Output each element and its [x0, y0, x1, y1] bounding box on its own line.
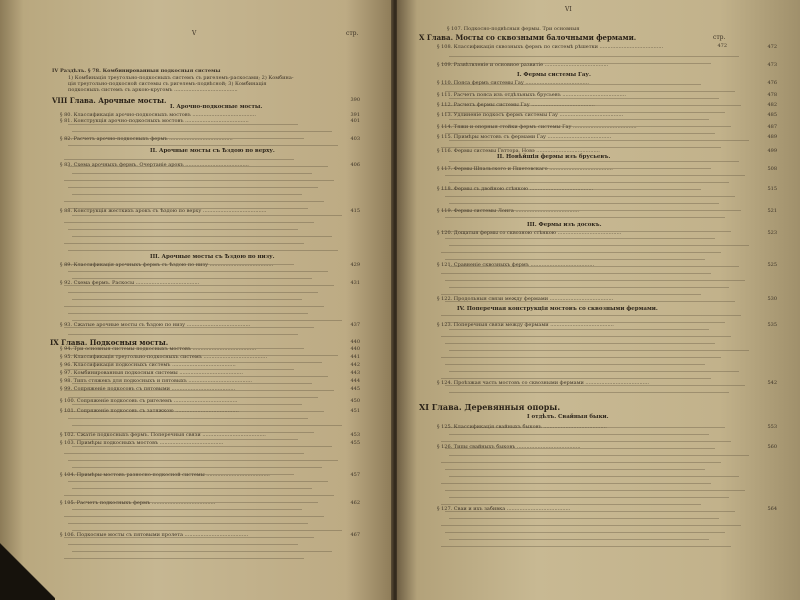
toc-entry-text: § 100. Сопряженіе подкосовъ съ ригелемъ ........................................	[60, 398, 238, 404]
print-line	[68, 439, 298, 440]
subsection-title: II. Новѣйшія фермы изъ брусьевъ.	[497, 154, 611, 160]
page-header-str: стр.	[713, 34, 726, 41]
print-line	[68, 481, 328, 482]
print-line	[72, 131, 332, 132]
toc-entry-text: § 114. Тяжи и опорныя стойки фермъ системы Гау ........................................	[437, 124, 637, 130]
top-section: IV Раздѣлъ. § 78. Комбинированныя подкосныя системы	[52, 68, 221, 74]
toc-entry-page: 443	[350, 370, 360, 376]
print-line	[72, 236, 332, 237]
toc-entry	[437, 44, 777, 50]
toc-entry-page: 450	[350, 398, 360, 404]
right-page	[397, 0, 800, 600]
toc-entry-page: 553	[767, 424, 777, 430]
toc-entry-page: 499	[767, 148, 777, 154]
toc-entry-page: 455	[350, 440, 360, 446]
print-line	[68, 376, 328, 377]
toc-entry-page: 482	[767, 102, 777, 108]
print-line	[449, 539, 709, 540]
print-line	[445, 91, 735, 92]
print-line	[449, 203, 719, 204]
toc-entry-text: § 112. Расчетъ фермы системы Гау ........................................	[437, 102, 595, 108]
print-line	[64, 180, 334, 181]
toc-entry-text: § 104. Примѣры мостовъ разносно-подкосной системы ........................................	[60, 472, 270, 478]
print-line	[72, 194, 302, 195]
toc-entry-page: 440	[350, 346, 360, 352]
print-line	[68, 145, 338, 146]
toc-entry-text: § 98. Типъ стяжекъ для подкосныхъ и пятовыхъ ........................................	[60, 378, 252, 384]
toc-entry-text: § 96. Классификація подкосныхъ системъ ........................................	[60, 362, 236, 368]
print-line	[68, 418, 308, 419]
toc-entry-page: 487	[767, 124, 777, 130]
toc-entry	[437, 262, 777, 268]
print-line	[64, 159, 294, 160]
print-line	[445, 238, 715, 239]
toc-entry	[60, 472, 360, 478]
print-line	[445, 427, 725, 428]
print-line	[445, 259, 705, 260]
subsection-title: I. Арочно-подкосные мосты.	[170, 104, 263, 110]
print-line	[449, 455, 749, 456]
print-line	[445, 343, 715, 344]
toc-entry-page: 457	[350, 472, 360, 478]
print-line	[441, 546, 731, 547]
subsection-title: IV. Поперечная конструкція мостовъ со сквозными фермами.	[457, 306, 658, 312]
toc-entry-page: 476	[767, 80, 777, 86]
print-line	[445, 532, 725, 533]
print-line	[68, 334, 298, 335]
print-line	[449, 56, 739, 57]
print-line	[68, 271, 328, 272]
subsection-title: I. Фермы системы Гау.	[517, 72, 591, 78]
print-line	[64, 453, 304, 454]
toc-entry-text: § 120. Дощатыя фермы со сквозною стѣнкою ........................................	[437, 230, 622, 236]
print-line	[449, 287, 729, 288]
toc-entry-page: 535	[767, 322, 777, 328]
print-line	[72, 551, 332, 552]
page-header-str: стр.	[346, 30, 359, 37]
toc-entry-text: § 116. Фермы системы Гвттора, Новэ ........................................	[437, 148, 600, 154]
print-line	[441, 168, 711, 169]
toc-entry	[437, 166, 777, 172]
print-line	[72, 278, 312, 279]
toc-entry-page: 391	[350, 112, 360, 118]
print-line	[445, 301, 735, 302]
print-line	[72, 362, 322, 363]
toc-entry	[437, 444, 777, 450]
print-line	[449, 497, 729, 498]
toc-entry-text: § 117. Фермы Шпальского и Пшетовскаго ........................................	[437, 166, 613, 172]
print-line	[441, 273, 711, 274]
chapter-page: 390	[350, 97, 360, 103]
toc-entry-page: 403	[350, 136, 360, 142]
toc-entry-page: 473	[767, 62, 777, 68]
chapter-title: VIII Глава. Арочные мосты.	[52, 96, 167, 105]
print-line	[64, 264, 294, 265]
toc-entry-text: § 81. Конструкція арочно-подкосныхъ мостовъ ........................................	[60, 118, 249, 124]
print-line	[64, 495, 334, 496]
print-line	[445, 385, 745, 386]
print-line	[445, 490, 745, 491]
toc-entry-text: § 82. Расчетъ арочно-подкосныхъ фермъ ........................................	[60, 136, 233, 142]
toc-entry-text: § 122. Продольныя связи между фермами ........................................	[437, 296, 614, 302]
print-line	[64, 411, 324, 412]
print-line	[445, 448, 715, 449]
print-line	[72, 173, 312, 174]
print-line	[68, 124, 298, 125]
toc-entry-text: § 126. Типы свайныхъ быковъ ........................................	[437, 444, 581, 450]
print-line	[441, 357, 721, 358]
print-line	[64, 390, 334, 391]
print-line	[449, 161, 739, 162]
toc-entry-text: § 88. Конструкція жесткихъ арокъ съ Ѣздою по верху ........................................	[60, 208, 267, 214]
toc-entry-page: 442	[350, 362, 360, 368]
toc-entry-text: § 118. Фермы съ двойною стѣнкою ........................................	[437, 186, 594, 192]
toc-entry-page: 515	[767, 186, 777, 192]
toc-entry-page: 453	[350, 432, 360, 438]
print-line	[64, 369, 294, 370]
print-line	[441, 231, 731, 232]
toc-entry-page: 415	[350, 208, 360, 214]
toc-entry-text: § 106. Подкосные мосты съ пятовыми пролета ........................................	[60, 532, 249, 538]
toc-entry-page: 444	[350, 378, 360, 384]
toc-entry-text: § 99. Сопряженіе подкосовъ съ пятовыми ........................................	[60, 386, 236, 392]
print-line	[445, 217, 725, 218]
toc-entry	[437, 208, 777, 214]
top-entry: § 107. Подкосно-подвѣсныя фермы. Три основныя	[447, 26, 580, 32]
print-line	[64, 327, 314, 328]
print-line	[445, 112, 725, 113]
print-line	[72, 215, 342, 216]
toc-entry-page: 478	[767, 92, 777, 98]
print-line	[72, 425, 342, 426]
toc-entry-text: § 109. Развѣтвленіе и основное развитіе ........................................	[437, 62, 609, 68]
toc-entry	[437, 80, 777, 86]
print-line	[72, 383, 312, 384]
toc-entry-page: 429	[350, 262, 360, 268]
toc-entry-page: 523	[767, 230, 777, 236]
toc-entry-text: § 105. Расчетъ подкосныхъ фермъ ........................................	[60, 500, 216, 506]
print-line	[449, 329, 709, 330]
print-line	[449, 350, 749, 351]
print-line	[445, 469, 705, 470]
toc-entry-text: § 95. Классификація треугольно-подкосныхъ системъ ........................................	[60, 354, 268, 360]
toc-entry-text: § 101. Сопряженіе подкосовъ съ затяжкою ........................................	[60, 408, 239, 414]
print-line	[449, 476, 739, 477]
print-line	[64, 558, 304, 559]
print-line	[449, 140, 749, 141]
print-line	[72, 446, 332, 447]
toc-entry-page: 472	[767, 44, 777, 50]
print-line	[72, 404, 302, 405]
toc-entry-text: § 119. Фермы системы Лонга ........................................	[437, 208, 579, 214]
toc-entry-text: § 97. Комбинированныя подкосныя системы ........................................	[60, 370, 243, 376]
toc-entry-page: 530	[767, 296, 777, 302]
print-line	[441, 525, 741, 526]
toc-entry-page: 462	[350, 500, 360, 506]
print-line	[441, 63, 711, 64]
print-line	[68, 397, 318, 398]
print-line	[68, 250, 338, 251]
print-line	[445, 364, 705, 365]
toc-entry-text: § 89. Классификація арочныхъ фермъ съ Ѣздою по низу ........................................	[60, 262, 274, 268]
print-line	[445, 133, 715, 134]
print-line	[72, 467, 322, 468]
chapter-title: IX Глава. Подкосныя мосты.	[50, 338, 169, 347]
print-line	[449, 98, 719, 99]
print-line	[68, 187, 318, 188]
print-line	[72, 299, 302, 300]
toc-entry-text: § 80. Классификація арочно-подкосныхъ мостовъ ........................................	[60, 112, 256, 118]
print-line	[441, 441, 731, 442]
toc-entry	[60, 262, 360, 268]
page-number-left: V	[192, 30, 197, 37]
print-line	[449, 371, 739, 372]
toc-entry	[60, 136, 360, 142]
print-line	[441, 504, 701, 505]
print-line	[68, 313, 308, 314]
toc-entry	[60, 346, 360, 352]
print-line	[64, 516, 324, 517]
print-line	[441, 105, 741, 106]
toc-entry-page: 437	[350, 322, 360, 328]
print-line	[64, 138, 304, 139]
print-line	[441, 483, 711, 484]
print-line	[68, 523, 308, 524]
print-line	[68, 355, 338, 356]
print-line	[449, 518, 719, 519]
toc-entry	[60, 162, 360, 168]
toc-entry-text: § 92. Схема фермъ. Раскосы ........................................	[60, 280, 200, 286]
toc-entry-page: 441	[350, 354, 360, 360]
chapter-title: XI Глава. Деревянныя опоры.	[419, 402, 561, 412]
print-line	[68, 166, 328, 167]
print-line	[68, 460, 338, 461]
toc-entry-page: 445	[350, 386, 360, 392]
toc-entry-text: § 102. Сжатіе подкосныхъ фермъ. Поперечныя связи ........................................	[60, 432, 266, 438]
print-line	[445, 175, 745, 176]
toc-entry-text: § 103. Примѣры подкосныхъ мостовъ ........................................	[60, 440, 224, 446]
toc-entry-text: § 83. Схема арочныхъ фермъ. Очертаніе арокъ ........................................	[60, 162, 249, 168]
chapter-page: 472	[717, 43, 727, 49]
subsection-title: II. Арочные мосты съ Ѣздою по верху.	[150, 148, 275, 154]
print-line	[441, 252, 721, 253]
print-line	[449, 119, 709, 120]
print-line	[449, 434, 709, 435]
toc-entry-page: 406	[350, 162, 360, 168]
toc-entry-text: § 110. Пояса фермъ системы Гау ........................................	[437, 80, 589, 86]
print-line	[441, 462, 721, 463]
toc-entry	[60, 386, 360, 392]
print-line	[441, 315, 741, 316]
toc-entry-page: 521	[767, 208, 777, 214]
print-line	[445, 196, 735, 197]
print-line	[68, 229, 298, 230]
toc-entry-text: § 94. Три основныя системы подкосныхъ мостовъ ........................................	[60, 346, 257, 352]
print-line	[64, 474, 294, 475]
print-line	[64, 537, 314, 538]
toc-entry-text: § 125. Классификація свайныхъ быковъ ........................................	[437, 424, 607, 430]
toc-entry-text: § 123. Поперечныя связи между фермами ........................................	[437, 322, 614, 328]
print-line	[449, 266, 739, 267]
toc-entry	[60, 500, 360, 506]
print-line	[449, 245, 749, 246]
print-line	[64, 243, 304, 244]
toc-entry-page: 401	[350, 118, 360, 124]
print-line	[445, 280, 745, 281]
print-line	[68, 292, 318, 293]
print-line	[441, 210, 741, 211]
print-line	[441, 378, 711, 379]
toc-entry-page: 508	[767, 166, 777, 172]
print-line	[441, 336, 731, 337]
left-page: V стр. IV Раздѣлъ. § 78. Комбинированныя подкосныя системы 1) Комбинація треугольно-подкосныхъ системъ съ ригелемъ-раскосами; 2) Комбина- ція треугольно-подкосной системы съ ригелемъ-подвѣсной; 3) Комбинація подкосныхъ системъ съ аркою-кругомъ ........................................ VIII Глава. Арочные мосты. 390 I. Арочно-подкосные мосты. II. Арочные мосты съ Ѣздою по верху. III. Арочные мосты съ Ѣздою по низу. IX Глава. Подкосныя мосты. 440 § 80. Классификація арочно-подкосныхъ мостовъ ........................................ 391 § 81. Конструкція арочно-подкосныхъ мостовъ ........................................ 401 § 82. Расчетъ арочно-подкосныхъ фермъ ........................................ 403 § 83. Схема арочныхъ фермъ. Очертаніе арокъ ........................................ 406 § 88. Конструкція жесткихъ арокъ съ Ѣздою по верху ........................................ 415 § 89. Классификація арочныхъ фермъ съ Ѣздою по низу ........................................ 429 § 92. Схема фермъ. Раскосы ........................................ 431 § 93. Сжатые арочные мосты съ Ѣздою по низу ........................................ 437 § 94. Три основныя системы подкосныхъ мостовъ ........................................ 440 § 95. Классификація треугольно-подкосныхъ системъ ........................................ 441 § 96. Классификація подкосныхъ системъ ........................................ 442 § 97. Комбинированныя подкосныя системы ........................................ 443 § 98. Типъ стяжекъ для подкосныхъ и пятовыхъ ........................................ 444 § 99. Сопряженіе подкосовъ съ пятовыми ........................................ 445 § 100. Сопряженіе подкосовъ съ ригелемъ ........................................ 450 § 101. Сопряженіе подкосовъ съ затяжкою ........................................ 451 § 102. Сжатіе подкосныхъ фермъ. Поперечныя связи ........................................ 453 § 103. Примѣры подкосныхъ мостовъ ........................................ 455 § 104. Примѣры мостовъ разносно-подкосной системы ........................................ 457 § 105. Расчетъ подкосныхъ фермъ ........................................ 462 § 106. Подкосные мосты съ пятовыми пролета ........................................ 467	[0, 0, 393, 600]
print-line	[449, 182, 729, 183]
print-line	[441, 147, 721, 148]
toc-entry-text: § 127. Сваи и ихъ забивка ........................................	[437, 506, 571, 512]
print-line	[72, 320, 342, 321]
toc-entry-page: 542	[767, 380, 777, 386]
toc-entry-page: 489	[767, 134, 777, 140]
print-line	[441, 84, 701, 85]
print-line	[64, 222, 314, 223]
toc-entry-text: § 121. Сравненіе сквозныхъ фермъ ........................................	[437, 262, 595, 268]
print-line	[441, 126, 731, 127]
toc-entry	[437, 148, 777, 154]
toc-entry-page: 467	[350, 532, 360, 538]
print-line	[64, 432, 314, 433]
chapter-title: X Глава. Мосты со сквозными балочными фермами.	[419, 33, 637, 42]
print-line	[72, 488, 312, 489]
print-line	[72, 509, 302, 510]
toc-entry-text: § 124. Проѣзжая часть мостовъ со сквозными фермами ........................................	[437, 380, 650, 386]
print-line	[441, 189, 701, 190]
print-line	[64, 348, 304, 349]
print-line	[68, 544, 298, 545]
toc-entry-text: § 93. Сжатые арочные мосты съ Ѣздою по низу ........................................	[60, 322, 251, 328]
print-line	[68, 502, 318, 503]
toc-entry-page: 485	[767, 112, 777, 118]
chapter-page: 440	[350, 339, 360, 345]
print-line	[445, 511, 735, 512]
toc-entry-text: § 108. Классификація сквозныхъ фермъ по системѣ рѣшетки ........................................	[437, 44, 664, 50]
toc-entry-page: 451	[350, 408, 360, 414]
print-line	[68, 208, 308, 209]
print-line	[72, 530, 342, 531]
print-line	[449, 392, 729, 393]
print-line	[64, 306, 324, 307]
print-line	[445, 322, 725, 323]
subsection-title: III. Фермы изъ досокъ.	[527, 222, 602, 228]
print-line	[64, 285, 334, 286]
toc-entry-page: 431	[350, 280, 360, 286]
print-line	[64, 201, 324, 202]
toc-entry-page: 560	[767, 444, 777, 450]
toc-entry-text: § 115. Примѣры мостовъ съ фермами Гау ........................................	[437, 134, 612, 140]
toc-entry	[437, 124, 777, 130]
toc-entry-text: § 113. Удлиненіе подкосъ фермъ системы Гау ........................................	[437, 112, 624, 118]
page-number-right: VI	[565, 6, 572, 13]
toc-entry-page: 525	[767, 262, 777, 268]
print-line	[441, 294, 701, 295]
subsection-title: I отдѣлъ. Свайныя быки.	[527, 414, 609, 420]
subsection-title: III. Арочные мосты съ Ѣздою по низу.	[150, 254, 275, 260]
toc-entry-text: § 111. Расчетъ пояса изъ отдѣльныхъ брусьевъ ........................................	[437, 92, 626, 98]
toc-entry-page: 564	[767, 506, 777, 512]
